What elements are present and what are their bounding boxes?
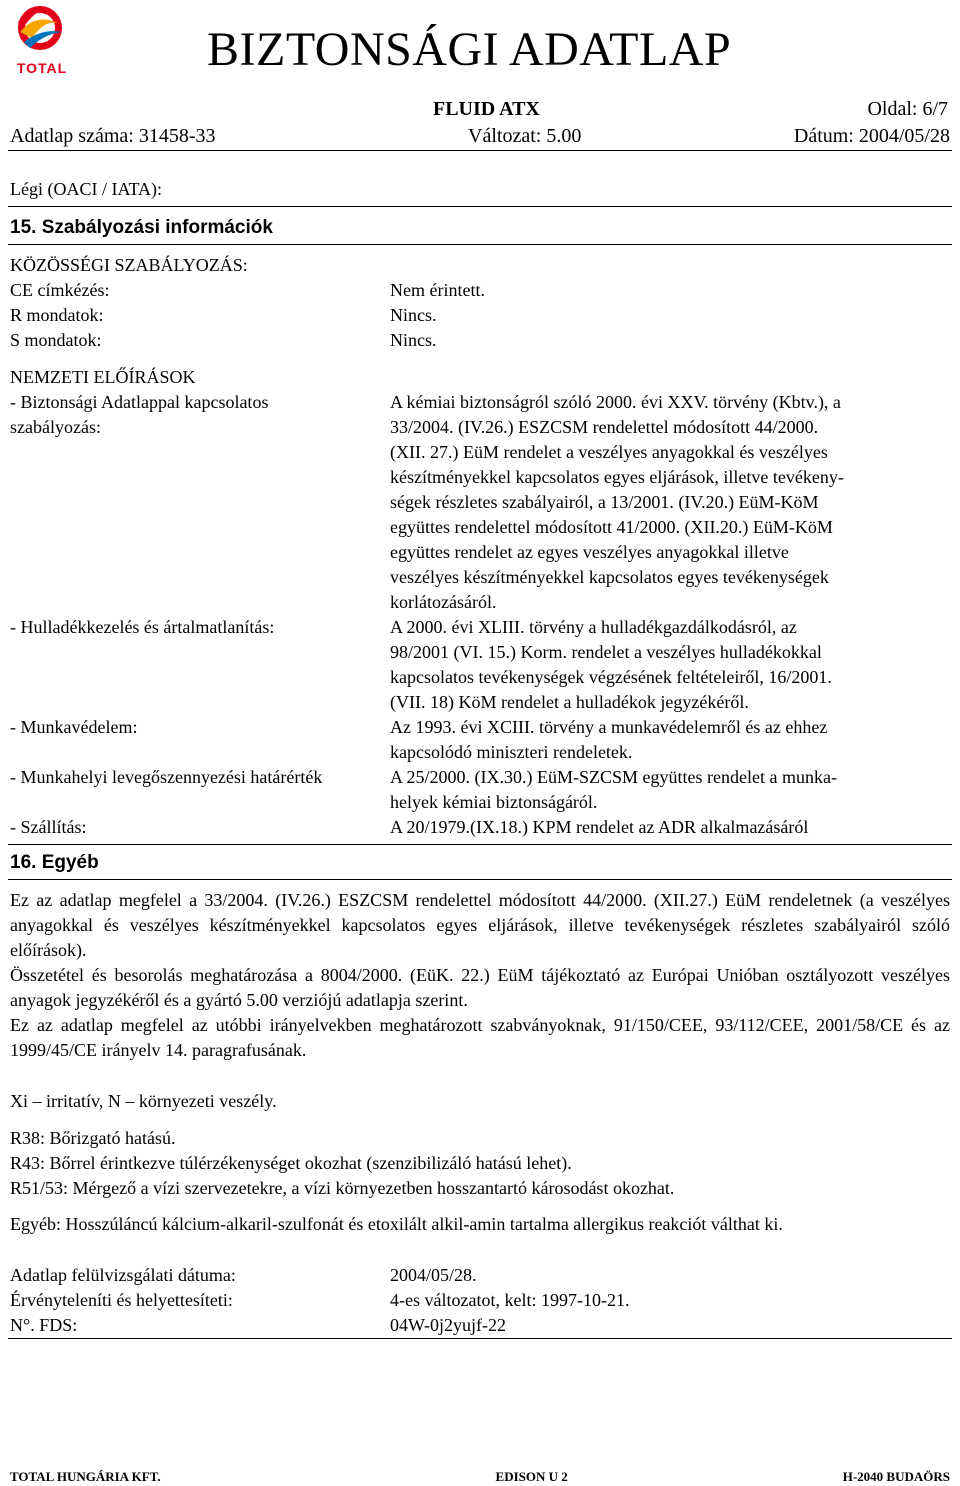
r-value: Nincs. <box>390 305 437 325</box>
air-limit-row <box>10 765 950 815</box>
text-line: készítményekkel kapcsolatos egyes eljárások, illetve tevékeny- <box>390 467 844 487</box>
document-title: BIZTONSÁGI ADATLAP <box>207 23 732 76</box>
section-divider <box>8 844 952 845</box>
sds-regulation-text <box>390 390 950 615</box>
transport-text: A 20/1979.(IX.18.) KPM rendelet az ADR alkalmazásáról <box>390 817 809 837</box>
footer-address: EDISON U 2 <box>495 1469 568 1484</box>
footer-company: TOTAL HUNGÁRIA KFT. <box>10 1469 161 1484</box>
sheet-number: Adatlap száma: 31458-33 <box>10 125 216 147</box>
paragraph: Ez az adatlap megfelel a 33/2004. (IV.26.) ESZCSM rendelettel módosított 44/2000. (XII.27.) EüM rendeletnek (a veszélyes anyagokkal és veszélyes készítményekkel kapcsolatos egyes eljárások, illetve tevékenységek részletes szabályairól szóló előírások). <box>10 890 950 960</box>
text-line: helyek kémiai biztonságáról. <box>390 792 598 812</box>
waste-label: - Hulladékkezelés és ártalmatlanítás: <box>10 617 275 637</box>
paragraph: Ez az adatlap megfelel az utóbbi irányelvekben meghatározott szabványoknak, 91/150/CEE, 93/112/CEE, 2001/58/CE és az 1999/45/CE irányelv 14. paragrafusának. <box>10 1015 950 1060</box>
eu-regulation-heading: KÖZÖSSÉGI SZABÁLYOZÁS: <box>10 255 248 275</box>
air-limit-text <box>390 765 950 815</box>
text-line: A 2000. évi XLIII. törvény a hulladékgazdálkodásról, az <box>390 617 797 637</box>
footer <box>10 1468 950 1486</box>
supersedes-row <box>10 1288 950 1313</box>
section-15-title: 15. Szabályozási információk <box>10 217 273 238</box>
version: Változat: 5.00 <box>468 125 582 147</box>
waste-regulation-row <box>10 615 950 715</box>
fds-value: 04W-0j2yujf-22 <box>390 1315 506 1335</box>
text-line: 33/2004. (IV.26.) ESZCSM rendelettel módosított 44/2000. <box>390 417 819 437</box>
ce-labelling-row <box>10 278 950 303</box>
waste-text <box>390 615 950 715</box>
transport-row <box>10 815 950 840</box>
total-logo <box>8 2 72 76</box>
ce-label: CE címkézés: <box>10 280 110 300</box>
s-value: Nincs. <box>390 330 437 350</box>
text-line: korlátozásáról. <box>390 592 497 612</box>
other-info: Egyéb: Hosszúláncú kálcium-alkaril-szulfonát és etoxilált alkil-amin tartalma allergikus reakciót válthat ki. <box>10 1214 783 1234</box>
text-line: veszélyes készítményekkel kapcsolatos egyes tevékenységek <box>390 567 829 587</box>
section-divider <box>8 1338 952 1339</box>
section-divider <box>8 206 952 207</box>
section-16-title: 16. Egyéb <box>10 852 99 873</box>
text-line: együttes rendelet az egyes veszélyes anyagokkal illetve <box>390 542 789 562</box>
text-line: A kémiai biztonságról szóló 2000. évi XXV. törvény (Kbtv.), a <box>390 392 841 412</box>
label-line: - Biztonsági Adatlappal kapcsolatos <box>10 392 269 412</box>
paragraph: Összetétel és besorolás meghatározása a 8004/2000. (EüK. 22.) EüM tájékoztató az Európai Unióban osztályozott veszélyes anyagok jegyzékéről és a gyártó 5.00 verziójú adatlapja szerint. <box>10 965 950 1010</box>
air-limit-label: - Munkahelyi levegőszennyezési határérték <box>10 767 323 787</box>
national-regulation-heading: NEMZETI ELŐÍRÁSOK <box>10 367 196 387</box>
header-divider <box>8 150 952 151</box>
review-label: Adatlap felülvizsgálati dátuma: <box>10 1265 236 1285</box>
text-line: 98/2001 (VI. 15.) Korm. rendelet a veszélyes hulladékokkal <box>390 642 822 662</box>
footer-city: H-2040 BUDAÖRS <box>842 1469 950 1484</box>
text-line: kapcsolódó miniszteri rendeletek. <box>390 742 633 762</box>
label-line: szabályozás: <box>10 417 101 437</box>
r38-phrase: R38: Bőrizgató hatású. <box>10 1128 176 1148</box>
s-label: S mondatok: <box>10 330 102 350</box>
fds-number-row <box>10 1313 950 1338</box>
work-safety-row <box>10 715 950 765</box>
issue-date: Dátum: 2004/05/28 <box>793 125 950 147</box>
sds-regulation-label <box>10 390 390 615</box>
text-line: ségek részletes szabályairól, a 13/2001. (IV.20.) EüM-KöM <box>390 492 819 512</box>
text-line: együttes rendelettel módosított 41/2000. (XII.20.) EüM-KöM <box>390 517 833 537</box>
section-divider <box>8 879 952 880</box>
text-line: Az 1993. évi XCIII. törvény a munkavédelemről és az ehhez <box>390 717 828 737</box>
fds-label: N°. FDS: <box>10 1315 78 1335</box>
supersedes-value: 4-es változatot, kelt: 1997-10-21. <box>390 1290 630 1310</box>
work-safety-text <box>390 715 950 765</box>
text-line: kapcsolatos tevékenységek végzésének feltételeiről, 16/2001. <box>390 667 832 687</box>
text-line: A 25/2000. (IX.30.) EüM-SZCSM együttes rendelet a munka- <box>390 767 837 787</box>
sds-regulation-row <box>10 390 950 615</box>
transport-label: - Szállítás: <box>10 817 87 837</box>
page-number: Oldal: 6/7 <box>867 98 948 120</box>
r5153-phrase: R51/53: Mérgező a vízi szervezetekre, a vízi környezetben hosszantartó károsodást okozhat. <box>10 1178 675 1198</box>
hazard-symbols: Xi – irritatív, N – környezeti veszély. <box>10 1091 277 1111</box>
ce-value: Nem érintett. <box>390 280 485 300</box>
review-date-row <box>10 1263 950 1288</box>
supersedes-label: Érvényteleníti és helyettesíteti: <box>10 1290 233 1310</box>
r-label: R mondatok: <box>10 305 104 325</box>
work-safety-label: - Munkavédelem: <box>10 717 138 737</box>
r-phrases-row <box>10 303 950 328</box>
review-value: 2004/05/28. <box>390 1265 477 1285</box>
r43-phrase: R43: Bőrrel érintkezve túlérzékenységet okozhat (szenzibilizáló hatású lehet). <box>10 1153 572 1173</box>
header-meta <box>10 123 950 149</box>
product-name: FLUID ATX <box>433 98 540 120</box>
text-line: (VII. 18) KöM rendelet a hulladékok jegyzékéről. <box>390 692 749 712</box>
air-transport-label: Légi (OACI / IATA): <box>10 179 163 199</box>
section-divider <box>8 244 952 245</box>
logo-text: TOTAL <box>16 60 68 76</box>
s-phrases-row <box>10 328 950 353</box>
text-line: (XII. 27.) EüM rendelet a veszélyes anyagokkal és veszélyes <box>390 442 828 462</box>
